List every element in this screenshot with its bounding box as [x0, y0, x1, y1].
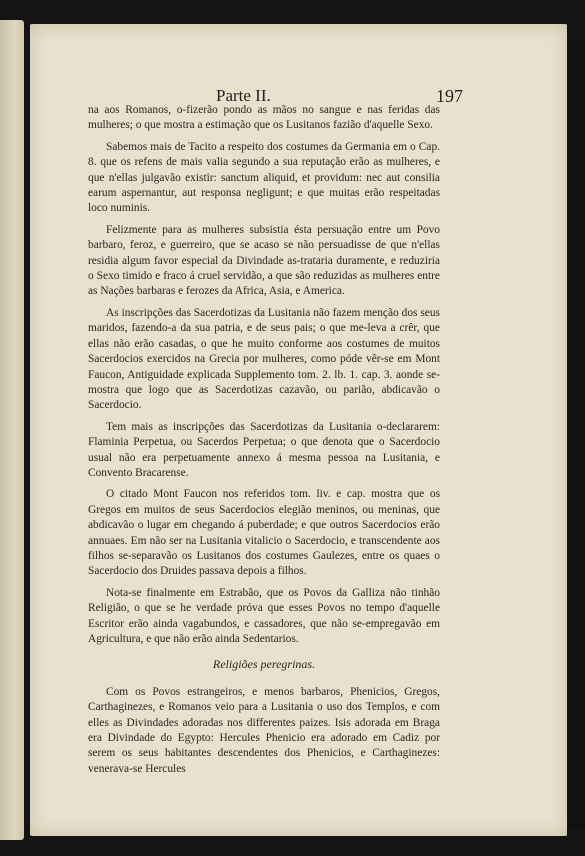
body-text: [88, 103, 440, 783]
paragraph: Sabemos mais de Tacito a respeito dos costumes da Germania em o Cap. 8. que os refens de mais valia segundo a sua reputação erão as mulheres, e que n'ellas julgavão existir: sanctum aliquid, et providum: nec aut consilia earum aspernantur, aut responsa negligunt; e que muitas erão respeitadas loco numinis.: [88, 140, 440, 215]
paragraph: As inscripções das Sacerdotizas da Lusitania não fazem menção dos seus maridos, fazendo-a da sua patria, e de seus pais; o que me-leva a crêr, que ellas não erão casadas, o que he muito conforme aos costumes de muitos Sacerdocios exercidos na Grecia por mulheres, como póde vêr-se em Mont Faucon, Antiguidade explicada Supplemento tom. 2. lb. 1. cap. 3. aonde se-mostra que logo que as Sacerdotizas cazavão, ou parião, abdicavão o Sacerdocio.: [88, 306, 440, 412]
paragraph: Com os Povos estrangeiros, e menos barbaros, Phenicios, Gregos, Carthaginezes, e Romanos veio para a Lusitania o uso dos Templos, e com elles as Divindades adoradas nos differentes paizes. Isis adorada em Braga era Divindade do Egypto: Hercules Phenicio era adorado em Cadiz por serem os seus habitantes descendentes dos Phenicios, e Carthaginezes: venerava-se Hercules: [88, 685, 440, 775]
paragraph: Tem mais as inscripções das Sacerdotizas da Lusitania o-declararem: Flaminia Perpetua, ou Sacerdos Perpetua; o que denota que o Sacerdocio usual não era perpetuamente annexo á mesma pessoa na Lusitania, e Convento Bracarense.: [88, 420, 440, 479]
running-head-title: Parte II.: [216, 86, 271, 105]
paragraph: Felizmente para as mulheres subsistia ésta persuação entre um Povo barbaro, feroz, e guerreiro, que se acaso se não persuadisse de que n'ellas residia algum favor especial da Divindade as-trataria duramente, e reduziria o Sexo timido e fraco á cruel servidão, a que são reduzidas as mulheres entre as Nações barbaras e ferozes da Africa, Asia, e America.: [88, 223, 440, 298]
scan-border: [567, 40, 585, 830]
page-number: 197: [436, 86, 463, 106]
paragraph: Nota-se finalmente em Estrabão, que os Povos da Galliza não tinhão Religião, o que se he verdade próva que esses Povos no tempo d'aquelle Escritor erão ainda vagabundos, e cassadores, que não se-empregavão em Agricultura, e que não erão ainda Sedentarios.: [88, 586, 440, 645]
paragraph: O citado Mont Faucon nos referidos tom. liv. e cap. mostra que os Gregos em muitos de seus Sacerdocios elegião meninos, ou meninas, que abdicavão o lugar em chegando á puberdade; e que outros Sacerdocios erão annuaes. Em não ser na Lusitania vitalicio o Sacerdocio, e transcendente aos filhos se-separavão os Lusitanos dos costumes Gaulezes, entre os quaes o Sacerdocio dos Druides passava depois a filhos.: [88, 488, 440, 578]
facing-page-edge: [0, 20, 24, 840]
section-heading: Religiões peregrinas.: [212, 657, 316, 672]
paragraph: na aos Romanos, o-fizerão pondo as mãos no sangue e nas feridas das mulheres; o que mostra a estimação que os Lusitanos fazião d'aquelle Sexo.: [88, 104, 440, 132]
